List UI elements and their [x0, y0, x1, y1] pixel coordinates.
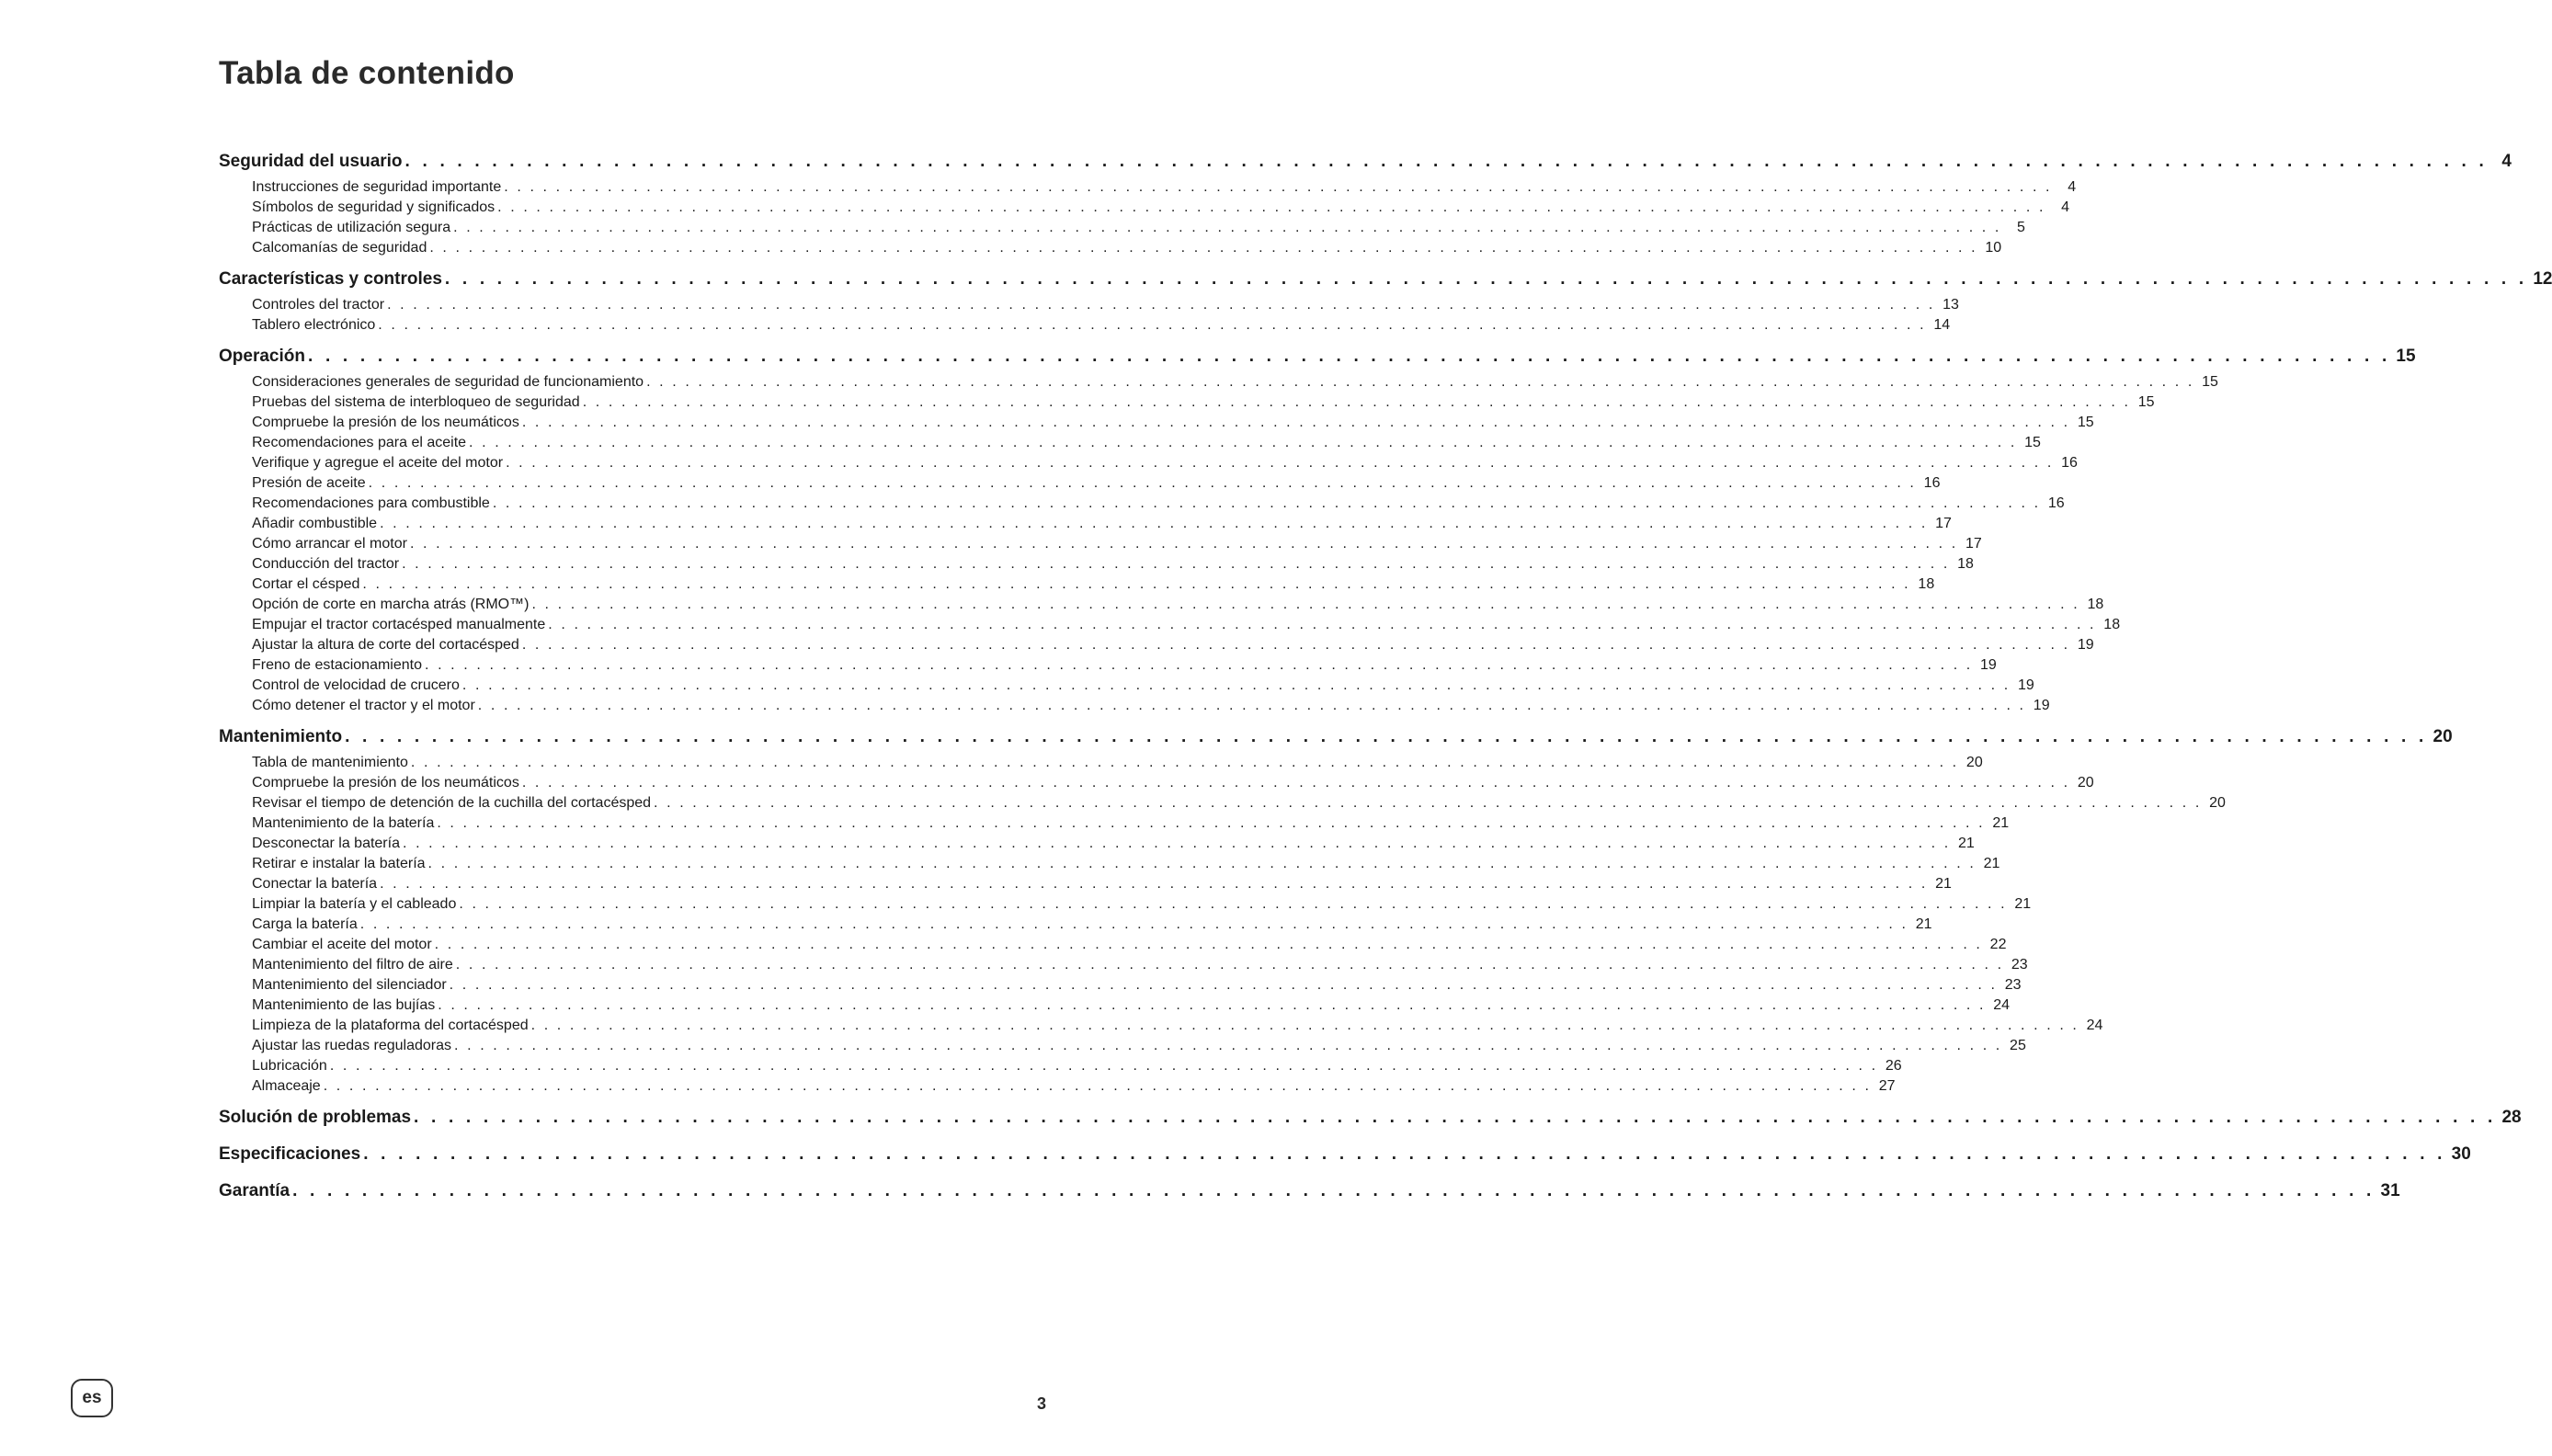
toc-entry-label: Limpieza de la plataforma del cortacésped [252, 1018, 529, 1033]
toc-entry-page: 18 [2087, 597, 2104, 612]
dot-leader: . . . . . . . . . . . . . . . . . . . . . . . . . . . . . . . . . . . . . . . . . . . . . . . . . . . . . . . . . . . . . . . . . . . . . . . . . . . . . . . . . . . . . . . . . . . . . . . . . . . . . . . . . . . . . . . . . . . . . . . . [414, 1108, 2497, 1127]
toc-entry-page: 21 [1992, 815, 2010, 831]
dot-leader: . . . . . . . . . . . . . . . . . . . . . . . . . . . . . . . . . . . . . . . . . . . . . . . . . . . . . . . . . . . . . . . . . . . . . . . . . . . . . . . . . . . . . . . . . . . . . . . . . . . . . . . . . . . . . . . . . . . . . . . . [521, 415, 2070, 430]
toc-entry [219, 995, 2011, 1016]
toc-entry-label: Símbolos de seguridad y significados [252, 199, 496, 215]
toc-entry [219, 935, 2007, 955]
dot-leader: . . . . . . . . . . . . . . . . . . . . . . . . . . . . . . . . . . . . . . . . . . . . . . . . . . . . . . . . . . . . . . . . . . . . . . . . . . . . . . . . . . . . . . . . . . . . . . . . . . . . . . . . . . . . . . . . . . . . . . . . [438, 997, 1987, 1013]
dot-leader: . . . . . . . . . . . . . . . . . . . . . . . . . . . . . . . . . . . . . . . . . . . . . . . . . . . . . . . . . . . . . . . . . . . . . . . . . . . . . . . . . . . . . . . . . . . . . . . . . . . . . . . . . . . . . . . . . . . . . . . . [363, 1144, 2446, 1164]
toc-entry-label: Control de velocidad de crucero [252, 677, 460, 693]
toc-entry [219, 372, 2218, 392]
toc-entry [219, 534, 1982, 554]
dot-leader: . . . . . . . . . . . . . . . . . . . . . . . . . . . . . . . . . . . . . . . . . . . . . . . . . . . . . . . . . . . . . . . . . . . . . . . . . . . . . . . . . . . . . . . . . . . . . . . . . . . . . . . . . . . . . . . . . . . . . . . . [646, 374, 2194, 390]
page-number: 3 [1037, 1394, 1047, 1413]
dot-leader: . . . . . . . . . . . . . . . . . . . . . . . . . . . . . . . . . . . . . . . . . . . . . . . . . . . . . . . . . . . . . . . . . . . . . . . . . . . . . . . . . . . . . . . . . . . . . . . . . . . . . . . . . . . . . . . . . . . . . . . . [292, 1181, 2375, 1200]
toc-entry [219, 1036, 2026, 1056]
toc-entry-label: Recomendaciones para combustible [252, 495, 490, 511]
toc-entry [219, 514, 1952, 534]
toc-section [219, 721, 2453, 1097]
toc-entry [219, 635, 2094, 655]
toc-entry-label: Añadir combustible [252, 516, 378, 531]
toc-entry-page: 27 [1878, 1078, 1896, 1094]
toc-entry [219, 834, 1975, 854]
toc-entry-page: 21 [1958, 836, 1975, 851]
toc-entry-page: 18 [1957, 556, 1974, 572]
toc-entry-label: Prácticas de utilización segura [252, 220, 451, 235]
toc-entry-page: 13 [1942, 297, 1959, 313]
toc-entry-page: 4 [2061, 199, 2069, 215]
toc-entry [219, 392, 2155, 413]
toc-entry-page: 21 [1983, 856, 2000, 871]
toc-section-heading-label: Operación [219, 347, 305, 366]
toc-entry-page: 20 [2209, 795, 2226, 811]
toc-entry-page: 15 [2137, 394, 2155, 410]
toc-entry-page: 14 [1933, 317, 1951, 333]
toc-entry-page: 15 [2202, 374, 2218, 390]
toc-entry [219, 1056, 1902, 1076]
toc-entry [219, 793, 2226, 813]
dot-leader: . . . . . . . . . . . . . . . . . . . . . . . . . . . . . . . . . . . . . . . . . . . . . . . . . . . . . . . . . . . . . . . . . . . . . . . . . . . . . . . . . . . . . . . . . . . . . . . . . . . . . . . . . . . . . . . . . . . . . . . . [530, 1018, 2079, 1033]
toc-section-heading [219, 1138, 2471, 1170]
dot-leader: . . . . . . . . . . . . . . . . . . . . . . . . . . . . . . . . . . . . . . . . . . . . . . . . . . . . . . . . . . . . . . . . . . . . . . . . . . . . . . . . . . . . . . . . . . . . . . . . . . . . . . . . . . . . . . . . . . . . . . . . [323, 1078, 1872, 1094]
toc-entry-label: Mantenimiento del silenciador [252, 977, 447, 993]
toc-entry-label: Limpiar la batería y el cableado [252, 896, 457, 912]
toc-section-heading [219, 1101, 2522, 1133]
dot-leader: . . . . . . . . . . . . . . . . . . . . . . . . . . . . . . . . . . . . . . . . . . . . . . . . . . . . . . . . . . . . . . . . . . . . . . . . . . . . . . . . . . . . . . . . . . . . . . . . . . . . . . . . . . . . . . . . . . . . . . . . [402, 556, 1950, 572]
toc-entry [219, 813, 2010, 834]
toc-entry-page: 19 [2033, 698, 2050, 713]
toc-entry-label: Desconectar la batería [252, 836, 400, 851]
toc-entry-label: Tablero electrónico [252, 317, 376, 333]
toc-entry-page: 16 [2047, 495, 2065, 511]
dot-leader: . . . . . . . . . . . . . . . . . . . . . . . . . . . . . . . . . . . . . . . . . . . . . . . . . . . . . . . . . . . . . . . . . . . . . . . . . . . . . . . . . . . . . . . . . . . . . . . . . . . . . . . . . . . . . . . . . . . . . . . . [437, 815, 1986, 831]
toc-entry [219, 894, 2032, 915]
toc-entry-page: 26 [1885, 1058, 1902, 1074]
toc-entry-label: Consideraciones generales de seguridad de funcionamiento [252, 374, 644, 390]
toc-entry-label: Instrucciones de seguridad importante [252, 179, 502, 195]
toc-entry [219, 615, 2121, 635]
dot-leader: . . . . . . . . . . . . . . . . . . . . . . . . . . . . . . . . . . . . . . . . . . . . . . . . . . . . . . . . . . . . . . . . . . . . . . . . . . . . . . . . . . . . . . . . . . . . . . . . . . . . . . . . . . . . . . . . . . . . . . . . [380, 876, 1928, 892]
toc-section-heading-label: Mantenimiento [219, 727, 343, 746]
toc-entry [219, 696, 2050, 716]
toc-entry-label: Compruebe la presión de los neumáticos [252, 415, 519, 430]
toc-section-heading-page: 4 [2501, 152, 2512, 171]
page-title: Tabla de contenido [219, 55, 515, 91]
toc-entry [219, 1016, 2103, 1036]
dot-leader: . . . . . . . . . . . . . . . . . . . . . . . . . . . . . . . . . . . . . . . . . . . . . . . . . . . . . . . . . . . . . . . . . . . . . . . . . . . . . . . . . . . . . . . . . . . . . . . . . . . . . . . . . . . . . . . . . . . . . . . . [409, 536, 1958, 552]
toc-entry-page: 21 [1915, 916, 1932, 932]
toc-entry-label: Verifique y agregue el aceite del motor [252, 455, 504, 471]
toc-entry [219, 595, 2104, 615]
toc-entry-label: Controles del tractor [252, 297, 385, 313]
toc-entry-label: Almaceaje [252, 1078, 321, 1094]
toc-entry-page: 25 [2010, 1038, 2026, 1053]
toc-entry-page: 23 [2011, 957, 2028, 973]
toc-entry-page: 20 [1965, 755, 1983, 770]
toc-entry-label: Cortar el césped [252, 576, 360, 592]
toc-entry-label: Revisar el tiempo de detención de la cuchilla del cortacésped [252, 795, 652, 811]
dot-leader: . . . . . . . . . . . . . . . . . . . . . . . . . . . . . . . . . . . . . . . . . . . . . . . . . . . . . . . . . . . . . . . . . . . . . . . . . . . . . . . . . . . . . . . . . . . . . . . . . . . . . . . . . . . . . . . . . . . . . . . . [454, 1038, 2002, 1053]
toc-entry-label: Mantenimiento del filtro de aire [252, 957, 453, 973]
dot-leader: . . . . . . . . . . . . . . . . . . . . . . . . . . . . . . . . . . . . . . . . . . . . . . . . . . . . . . . . . . . . . . . . . . . . . . . . . . . . . . . . . . . . . . . . . . . . . . . . . . . . . . . . . . . . . . . . . . . . . . . . [477, 698, 2026, 713]
toc-entry-page: 21 [2014, 896, 2032, 912]
toc-entry [219, 198, 2069, 218]
dot-leader: . . . . . . . . . . . . . . . . . . . . . . . . . . . . . . . . . . . . . . . . . . . . . . . . . . . . . . . . . . . . . . . . . . . . . . . . . . . . . . . . . . . . . . . . . . . . . . . . . . . . . . . . . . . . . . . . . . . . . . . . [410, 755, 1959, 770]
toc-entry-page: 18 [1918, 576, 1935, 592]
toc-section-heading-page: 15 [2396, 347, 2416, 366]
toc-section-heading-page: 28 [2501, 1108, 2522, 1127]
toc-entry-label: Cómo detener el tractor y el motor [252, 698, 475, 713]
dot-leader: . . . . . . . . . . . . . . . . . . . . . . . . . . . . . . . . . . . . . . . . . . . . . . . . . . . . . . . . . . . . . . . . . . . . . . . . . . . . . . . . . . . . . . . . . . . . . . . . . . . . . . . . . . . . . . . . . . . . . . . . [362, 576, 1911, 592]
toc-entry [219, 554, 1974, 574]
toc-entry-page: 19 [2017, 677, 2034, 693]
dot-leader: . . . . . . . . . . . . . . . . . . . . . . . . . . . . . . . . . . . . . . . . . . . . . . . . . . . . . . . . . . . . . . . . . . . . . . . . . . . . . . . . . . . . . . . . . . . . . . . . . . . . . . . . . . . . . . . . . . . . . . . . [521, 775, 2070, 791]
toc-entry [219, 315, 1951, 336]
toc-entry-page: 18 [2103, 617, 2121, 632]
table-of-contents [219, 145, 2552, 1211]
toc-entry [219, 655, 1997, 676]
toc-entry-page: 5 [2017, 220, 2025, 235]
toc-entry [219, 874, 1952, 894]
toc-section-heading-label: Solución de problemas [219, 1108, 412, 1127]
toc-entry-page: 20 [2077, 775, 2094, 791]
toc-entry [219, 413, 2094, 433]
dot-leader: . . . . . . . . . . . . . . . . . . . . . . . . . . . . . . . . . . . . . . . . . . . . . . . . . . . . . . . . . . . . . . . . . . . . . . . . . . . . . . . . . . . . . . . . . . . . . . . . . . . . . . . . . . . . . . . . . . . . . . . . [521, 637, 2070, 653]
toc-section-heading-label: Seguridad del usuario [219, 152, 403, 171]
dot-leader: . . . . . . . . . . . . . . . . . . . . . . . . . . . . . . . . . . . . . . . . . . . . . . . . . . . . . . . . . . . . . . . . . . . . . . . . . . . . . . . . . . . . . . . . . . . . . . . . . . . . . . . . . . . . . . . . . . . . . . . . [582, 394, 2131, 410]
toc-entry-label: Cómo arrancar el motor [252, 536, 407, 552]
dot-leader: . . . . . . . . . . . . . . . . . . . . . . . . . . . . . . . . . . . . . . . . . . . . . . . . . . . . . . . . . . . . . . . . . . . . . . . . . . . . . . . . . . . . . . . . . . . . . . . . . . . . . . . . . . . . . . . . . . . . . . . . [548, 617, 2097, 632]
toc-section-heading-label: Características y controles [219, 269, 442, 289]
dot-leader: . . . . . . . . . . . . . . . . . . . . . . . . . . . . . . . . . . . . . . . . . . . . . . . . . . . . . . . . . . . . . . . . . . . . . . . . . . . . . . . . . . . . . . . . . . . . . . . . . . . . . . . . . . . . . . . . . . . . . . . . [531, 597, 2080, 612]
toc-section-heading [219, 263, 2552, 295]
dot-leader: . . . . . . . . . . . . . . . . . . . . . . . . . . . . . . . . . . . . . . . . . . . . . . . . . . . . . . . . . . . . . . . . . . . . . . . . . . . . . . . . . . . . . . . . . . . . . . . . . . . . . . . . . . . . . . . . . . . . . . . . [429, 240, 1978, 256]
toc-section-heading [219, 1175, 2400, 1207]
toc-entry-label: Ajustar la altura de corte del cortacésped [252, 637, 519, 653]
toc-section [219, 1138, 2471, 1170]
dot-leader: . . . . . . . . . . . . . . . . . . . . . . . . . . . . . . . . . . . . . . . . . . . . . . . . . . . . . . . . . . . . . . . . . . . . . . . . . . . . . . . . . . . . . . . . . . . . . . . . . . . . . . . . . . . . . . . . . . . . . . . . [449, 977, 1998, 993]
toc-entry [219, 574, 1935, 595]
toc-entry-label: Opción de corte en marcha atrás (RMO™) [252, 597, 530, 612]
toc-entry-page: 19 [2077, 637, 2094, 653]
toc-entry [219, 773, 2094, 793]
dot-leader: . . . . . . . . . . . . . . . . . . . . . . . . . . . . . . . . . . . . . . . . . . . . . . . . . . . . . . . . . . . . . . . . . . . . . . . . . . . . . . . . . . . . . . . . . . . . . . . . . . . . . . . . . . . . . . . . . . . . . . . . [307, 347, 2391, 366]
dot-leader: . . . . . . . . . . . . . . . . . . . . . . . . . . . . . . . . . . . . . . . . . . . . . . . . . . . . . . . . . . . . . . . . . . . . . . . . . . . . . . . . . . . . . . . . . . . . . . . . . . . . . . . . . . . . . . . . . . . . . . . . [378, 317, 1927, 333]
dot-leader: . . . . . . . . . . . . . . . . . . . . . . . . . . . . . . . . . . . . . . . . . . . . . . . . . . . . . . . . . . . . . . . . . . . . . . . . . . . . . . . . . . . . . . . . . . . . . . . . . . . . . . . . . . . . . . . . . . . . . . . . [453, 220, 2001, 235]
dot-leader: . . . . . . . . . . . . . . . . . . . . . . . . . . . . . . . . . . . . . . . . . . . . . . . . . . . . . . . . . . . . . . . . . . . . . . . . . . . . . . . . . . . . . . . . . . . . . . . . . . . . . . . . . . . . . . . . . . . . . . . . [329, 1058, 1878, 1074]
dot-leader: . . . . . . . . . . . . . . . . . . . . . . . . . . . . . . . . . . . . . . . . . . . . . . . . . . . . . . . . . . . . . . . . . . . . . . . . . . . . . . . . . . . . . . . . . . . . . . . . . . . . . . . . . . . . . . . . . . . . . . . . [506, 455, 2054, 471]
toc-entry-page: 17 [1965, 536, 1982, 552]
toc-entry [219, 433, 2041, 453]
toc-entry [219, 753, 1983, 773]
toc-entry-label: Carga la batería [252, 916, 358, 932]
toc-entry-label: Conducción del tractor [252, 556, 400, 572]
toc-entry-label: Retirar e instalar la batería [252, 856, 426, 871]
dot-leader: . . . . . . . . . . . . . . . . . . . . . . . . . . . . . . . . . . . . . . . . . . . . . . . . . . . . . . . . . . . . . . . . . . . . . . . . . . . . . . . . . . . . . . . . . . . . . . . . . . . . . . . . . . . . . . . . . . . . . . . . [380, 516, 1928, 531]
dot-leader: . . . . . . . . . . . . . . . . . . . . . . . . . . . . . . . . . . . . . . . . . . . . . . . . . . . . . . . . . . . . . . . . . . . . . . . . . . . . . . . . . . . . . . . . . . . . . . . . . . . . . . . . . . . . . . . . . . . . . . . . [459, 896, 2008, 912]
toc-entry [219, 238, 2002, 258]
toc-entry-label: Cambiar el aceite del motor [252, 937, 432, 952]
toc-entry [219, 295, 1959, 315]
toc-entry-label: Mantenimiento de las bujías [252, 997, 436, 1013]
language-badge-label: es [82, 1388, 102, 1407]
dot-leader: . . . . . . . . . . . . . . . . . . . . . . . . . . . . . . . . . . . . . . . . . . . . . . . . . . . . . . . . . . . . . . . . . . . . . . . . . . . . . . . . . . . . . . . . . . . . . . . . . . . . . . . . . . . . . . . . . . . . . . . . [455, 957, 2004, 973]
language-badge [71, 1379, 113, 1417]
toc-entry-page: 15 [2077, 415, 2094, 430]
dot-leader: . . . . . . . . . . . . . . . . . . . . . . . . . . . . . . . . . . . . . . . . . . . . . . . . . . . . . . . . . . . . . . . . . . . . . . . . . . . . . . . . . . . . . . . . . . . . . . . . . . . . . . . . . . . . . . . . . . . . . . . . [444, 269, 2528, 289]
toc-section [219, 263, 2552, 336]
toc-section [219, 1101, 2522, 1133]
dot-leader: . . . . . . . . . . . . . . . . . . . . . . . . . . . . . . . . . . . . . . . . . . . . . . . . . . . . . . . . . . . . . . . . . . . . . . . . . . . . . . . . . . . . . . . . . . . . . . . . . . . . . . . . . . . . . . . . . . . . . . . . [345, 727, 2428, 746]
dot-leader: . . . . . . . . . . . . . . . . . . . . . . . . . . . . . . . . . . . . . . . . . . . . . . . . . . . . . . . . . . . . . . . . . . . . . . . . . . . . . . . . . . . . . . . . . . . . . . . . . . . . . . . . . . . . . . . . . . . . . . . . [461, 677, 2011, 693]
toc-entry [219, 473, 1941, 494]
toc-entry [219, 854, 2000, 874]
toc-section-heading-label: Garantía [219, 1181, 291, 1200]
dot-leader: . . . . . . . . . . . . . . . . . . . . . . . . . . . . . . . . . . . . . . . . . . . . . . . . . . . . . . . . . . . . . . . . . . . . . . . . . . . . . . . . . . . . . . . . . . . . . . . . . . . . . . . . . . . . . . . . . . . . . . . . [654, 795, 2202, 811]
toc-entry-page: 16 [2061, 455, 2078, 471]
toc-entry [219, 177, 2077, 198]
toc-entry [219, 1076, 1896, 1097]
toc-section [219, 340, 2416, 716]
toc-entry-label: Recomendaciones para el aceite [252, 435, 467, 450]
toc-section-heading-page: 30 [2451, 1144, 2471, 1164]
dot-leader: . . . . . . . . . . . . . . . . . . . . . . . . . . . . . . . . . . . . . . . . . . . . . . . . . . . . . . . . . . . . . . . . . . . . . . . . . . . . . . . . . . . . . . . . . . . . . . . . . . . . . . . . . . . . . . . . . . . . . . . . [497, 199, 2045, 215]
dot-leader: . . . . . . . . . . . . . . . . . . . . . . . . . . . . . . . . . . . . . . . . . . . . . . . . . . . . . . . . . . . . . . . . . . . . . . . . . . . . . . . . . . . . . . . . . . . . . . . . . . . . . . . . . . . . . . . . . . . . . . . . [402, 836, 1951, 851]
toc-entry-page: 21 [1935, 876, 1952, 892]
toc-entry-page: 23 [2004, 977, 2022, 993]
toc-entry-page: 24 [1993, 997, 2011, 1013]
toc-entry-page: 16 [1923, 475, 1941, 491]
toc-entry-label: Lubricación [252, 1058, 327, 1074]
toc-entry-page: 19 [1980, 657, 1997, 673]
toc-entry [219, 915, 1932, 935]
dot-leader: . . . . . . . . . . . . . . . . . . . . . . . . . . . . . . . . . . . . . . . . . . . . . . . . . . . . . . . . . . . . . . . . . . . . . . . . . . . . . . . . . . . . . . . . . . . . . . . . . . . . . . . . . . . . . . . . . . . . . . . . [469, 435, 2017, 450]
toc-entry [219, 494, 2065, 514]
toc-section-heading-page: 20 [2432, 727, 2453, 746]
toc-entry [219, 218, 2025, 238]
toc-entry-label: Compruebe la presión de los neumáticos [252, 775, 519, 791]
dot-leader: . . . . . . . . . . . . . . . . . . . . . . . . . . . . . . . . . . . . . . . . . . . . . . . . . . . . . . . . . . . . . . . . . . . . . . . . . . . . . . . . . . . . . . . . . . . . . . . . . . . . . . . . . . . . . . . . . . . . . . . . [434, 937, 1983, 952]
toc-entry-label: Pruebas del sistema de interbloqueo de seguridad [252, 394, 580, 410]
toc-entry-label: Freno de estacionamiento [252, 657, 422, 673]
dot-leader: . . . . . . . . . . . . . . . . . . . . . . . . . . . . . . . . . . . . . . . . . . . . . . . . . . . . . . . . . . . . . . . . . . . . . . . . . . . . . . . . . . . . . . . . . . . . . . . . . . . . . . . . . . . . . . . . . . . . . . . . [492, 495, 2041, 511]
toc-section-heading-page: 12 [2533, 269, 2552, 289]
dot-leader: . . . . . . . . . . . . . . . . . . . . . . . . . . . . . . . . . . . . . . . . . . . . . . . . . . . . . . . . . . . . . . . . . . . . . . . . . . . . . . . . . . . . . . . . . . . . . . . . . . . . . . . . . . . . . . . . . . . . . . . . [425, 657, 1973, 673]
toc-entry-label: Ajustar las ruedas reguladoras [252, 1038, 452, 1053]
toc-entry-page: 24 [2086, 1018, 2103, 1033]
toc-section-heading-page: 31 [2380, 1181, 2400, 1200]
toc-section-heading-label: Especificaciones [219, 1144, 361, 1164]
toc-section-heading [219, 340, 2416, 372]
toc-section-heading [219, 145, 2512, 177]
toc-entry-label: Tabla de mantenimiento [252, 755, 408, 770]
dot-leader: . . . . . . . . . . . . . . . . . . . . . . . . . . . . . . . . . . . . . . . . . . . . . . . . . . . . . . . . . . . . . . . . . . . . . . . . . . . . . . . . . . . . . . . . . . . . . . . . . . . . . . . . . . . . . . . . . . . . . . . . [387, 297, 1935, 313]
dot-leader: . . . . . . . . . . . . . . . . . . . . . . . . . . . . . . . . . . . . . . . . . . . . . . . . . . . . . . . . . . . . . . . . . . . . . . . . . . . . . . . . . . . . . . . . . . . . . . . . . . . . . . . . . . . . . . . . . . . . . . . . [404, 152, 2488, 171]
toc-entry-label: Presión de aceite [252, 475, 366, 491]
toc-entry [219, 955, 2028, 975]
toc-entry-page: 22 [1989, 937, 2007, 952]
toc-entry-page: 15 [2024, 435, 2041, 450]
toc-entry [219, 676, 2034, 696]
toc-entry-label: Calcomanías de seguridad [252, 240, 427, 256]
dot-leader: . . . . . . . . . . . . . . . . . . . . . . . . . . . . . . . . . . . . . . . . . . . . . . . . . . . . . . . . . . . . . . . . . . . . . . . . . . . . . . . . . . . . . . . . . . . . . . . . . . . . . . . . . . . . . . . . . . . . . . . . [427, 856, 1977, 871]
toc-section [219, 145, 2512, 258]
dot-leader: . . . . . . . . . . . . . . . . . . . . . . . . . . . . . . . . . . . . . . . . . . . . . . . . . . . . . . . . . . . . . . . . . . . . . . . . . . . . . . . . . . . . . . . . . . . . . . . . . . . . . . . . . . . . . . . . . . . . . . . . [504, 179, 2053, 195]
toc-entry-label: Empujar el tractor cortacésped manualmente [252, 617, 546, 632]
toc-section-heading [219, 721, 2453, 753]
dot-leader: . . . . . . . . . . . . . . . . . . . . . . . . . . . . . . . . . . . . . . . . . . . . . . . . . . . . . . . . . . . . . . . . . . . . . . . . . . . . . . . . . . . . . . . . . . . . . . . . . . . . . . . . . . . . . . . . . . . . . . . . [368, 475, 1917, 491]
toc-entry-page: 17 [1935, 516, 1952, 531]
toc-entry [219, 975, 2022, 995]
toc-entry-label: Conectar la batería [252, 876, 378, 892]
toc-entry-page: 10 [1985, 240, 2002, 256]
toc-entry-page: 4 [2068, 179, 2077, 195]
toc-entry [219, 453, 2078, 473]
toc-entry-label: Mantenimiento de la batería [252, 815, 435, 831]
toc-section [219, 1175, 2400, 1207]
dot-leader: . . . . . . . . . . . . . . . . . . . . . . . . . . . . . . . . . . . . . . . . . . . . . . . . . . . . . . . . . . . . . . . . . . . . . . . . . . . . . . . . . . . . . . . . . . . . . . . . . . . . . . . . . . . . . . . . . . . . . . . . [359, 916, 1908, 932]
